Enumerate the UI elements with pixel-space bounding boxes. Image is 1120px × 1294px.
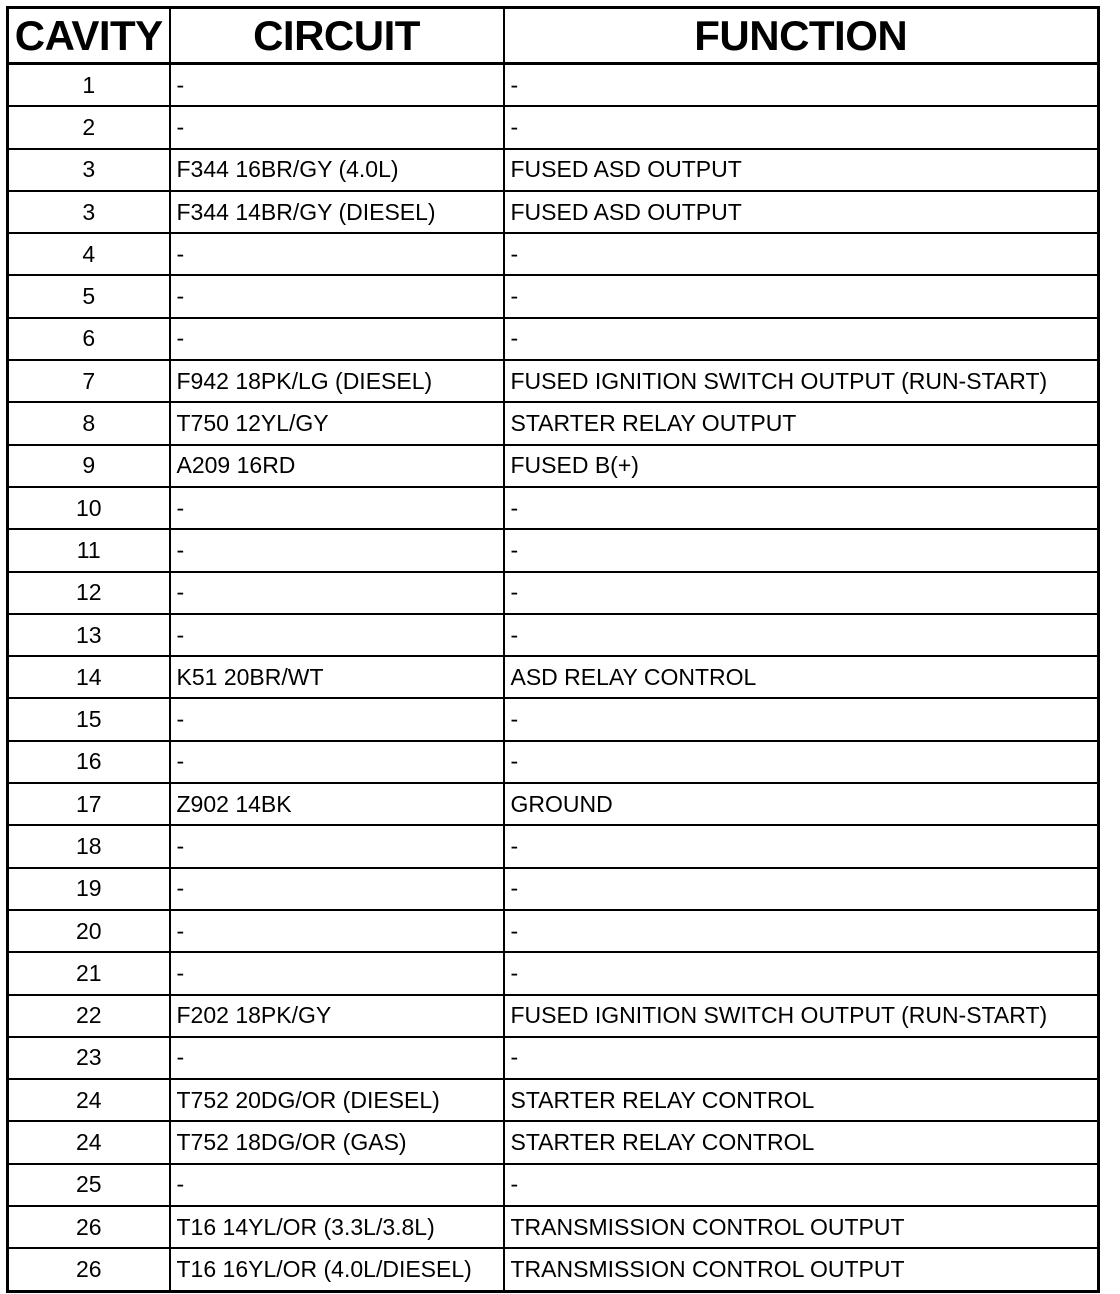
function-cell: FUSED ASD OUTPUT <box>504 191 1099 233</box>
circuit-cell: - <box>170 529 504 571</box>
table-row <box>8 64 1099 107</box>
cavity-cell: 15 <box>8 698 170 740</box>
cavity-cell: 16 <box>8 741 170 783</box>
function-cell: - <box>504 64 1099 107</box>
cavity-cell: 19 <box>8 868 170 910</box>
function-cell: - <box>504 487 1099 529</box>
function-cell: - <box>504 910 1099 952</box>
circuit-cell: F344 14BR/GY (DIESEL) <box>170 191 504 233</box>
cavity-cell: 8 <box>8 402 170 444</box>
table-row <box>8 487 1099 529</box>
circuit-cell: - <box>170 233 504 275</box>
header-circuit: CIRCUIT <box>170 8 504 64</box>
circuit-cell: F344 16BR/GY (4.0L) <box>170 149 504 191</box>
function-cell: - <box>504 614 1099 656</box>
function-cell: ASD RELAY CONTROL <box>504 656 1099 698</box>
function-cell: - <box>504 572 1099 614</box>
table-row <box>8 233 1099 275</box>
circuit-cell: F942 18PK/LG (DIESEL) <box>170 360 504 402</box>
function-cell: - <box>504 741 1099 783</box>
cavity-cell: 13 <box>8 614 170 656</box>
function-cell: FUSED ASD OUTPUT <box>504 149 1099 191</box>
function-cell: - <box>504 698 1099 740</box>
cavity-cell: 18 <box>8 825 170 867</box>
table-header-row <box>8 8 1099 64</box>
table-row <box>8 106 1099 148</box>
cavity-cell: 7 <box>8 360 170 402</box>
table-row <box>8 1248 1099 1291</box>
table-row <box>8 995 1099 1037</box>
cavity-cell: 9 <box>8 445 170 487</box>
function-cell: - <box>504 1037 1099 1079</box>
cavity-cell: 25 <box>8 1164 170 1206</box>
function-cell: - <box>504 529 1099 571</box>
function-cell: FUSED IGNITION SWITCH OUTPUT (RUN-START) <box>504 995 1099 1037</box>
function-cell: - <box>504 825 1099 867</box>
circuit-cell: T16 14YL/OR (3.3L/3.8L) <box>170 1206 504 1248</box>
table-row <box>8 275 1099 317</box>
cavity-cell: 2 <box>8 106 170 148</box>
table-row <box>8 910 1099 952</box>
table-row <box>8 614 1099 656</box>
circuit-cell: - <box>170 1037 504 1079</box>
circuit-cell: - <box>170 275 504 317</box>
circuit-cell: K51 20BR/WT <box>170 656 504 698</box>
cavity-cell: 3 <box>8 149 170 191</box>
function-cell: TRANSMISSION CONTROL OUTPUT <box>504 1248 1099 1291</box>
cavity-cell: 1 <box>8 64 170 107</box>
cavity-cell: 23 <box>8 1037 170 1079</box>
cavity-cell: 10 <box>8 487 170 529</box>
function-cell: STARTER RELAY OUTPUT <box>504 402 1099 444</box>
cavity-cell: 22 <box>8 995 170 1037</box>
cavity-cell: 11 <box>8 529 170 571</box>
function-cell: - <box>504 868 1099 910</box>
circuit-cell: - <box>170 614 504 656</box>
function-cell: - <box>504 952 1099 994</box>
circuit-cell: T16 16YL/OR (4.0L/DIESEL) <box>170 1248 504 1291</box>
header-cavity: CAVITY <box>8 8 170 64</box>
function-cell: STARTER RELAY CONTROL <box>504 1121 1099 1163</box>
circuit-cell: A209 16RD <box>170 445 504 487</box>
function-cell: FUSED IGNITION SWITCH OUTPUT (RUN-START) <box>504 360 1099 402</box>
table-row <box>8 1164 1099 1206</box>
table-row <box>8 149 1099 191</box>
table-row <box>8 572 1099 614</box>
table-row <box>8 1037 1099 1079</box>
circuit-cell: - <box>170 741 504 783</box>
circuit-cell: F202 18PK/GY <box>170 995 504 1037</box>
table-row <box>8 1079 1099 1121</box>
function-cell: TRANSMISSION CONTROL OUTPUT <box>504 1206 1099 1248</box>
table-row <box>8 741 1099 783</box>
function-cell: - <box>504 275 1099 317</box>
table-row <box>8 529 1099 571</box>
cavity-cell: 14 <box>8 656 170 698</box>
table-row <box>8 1206 1099 1248</box>
circuit-cell: - <box>170 910 504 952</box>
circuit-cell: - <box>170 487 504 529</box>
header-function: FUNCTION <box>504 8 1099 64</box>
cavity-cell: 21 <box>8 952 170 994</box>
cavity-cell: 4 <box>8 233 170 275</box>
cavity-cell: 12 <box>8 572 170 614</box>
function-cell: FUSED B(+) <box>504 445 1099 487</box>
table-row <box>8 783 1099 825</box>
function-cell: STARTER RELAY CONTROL <box>504 1079 1099 1121</box>
circuit-cell: T752 20DG/OR (DIESEL) <box>170 1079 504 1121</box>
cavity-cell: 6 <box>8 318 170 360</box>
circuit-cell: - <box>170 868 504 910</box>
cavity-cell: 17 <box>8 783 170 825</box>
function-cell: - <box>504 318 1099 360</box>
circuit-cell: - <box>170 698 504 740</box>
table-row <box>8 656 1099 698</box>
cavity-cell: 26 <box>8 1206 170 1248</box>
circuit-cell: - <box>170 572 504 614</box>
circuit-cell: T750 12YL/GY <box>170 402 504 444</box>
circuit-cell: - <box>170 318 504 360</box>
cavity-cell: 20 <box>8 910 170 952</box>
table-row <box>8 825 1099 867</box>
connector-pinout-table <box>6 6 1100 1293</box>
cavity-cell: 26 <box>8 1248 170 1291</box>
table-row <box>8 698 1099 740</box>
function-cell: - <box>504 233 1099 275</box>
table-row <box>8 318 1099 360</box>
cavity-cell: 24 <box>8 1079 170 1121</box>
circuit-cell: - <box>170 1164 504 1206</box>
cavity-cell: 3 <box>8 191 170 233</box>
table-row <box>8 191 1099 233</box>
function-cell: GROUND <box>504 783 1099 825</box>
cavity-cell: 5 <box>8 275 170 317</box>
table-row <box>8 402 1099 444</box>
function-cell: - <box>504 1164 1099 1206</box>
table-row <box>8 1121 1099 1163</box>
circuit-cell: T752 18DG/OR (GAS) <box>170 1121 504 1163</box>
table-row <box>8 360 1099 402</box>
cavity-cell: 24 <box>8 1121 170 1163</box>
circuit-cell: - <box>170 106 504 148</box>
circuit-cell: - <box>170 64 504 107</box>
table-body <box>8 64 1099 1292</box>
circuit-cell: - <box>170 952 504 994</box>
table-row <box>8 445 1099 487</box>
table-row <box>8 952 1099 994</box>
circuit-cell: - <box>170 825 504 867</box>
table-row <box>8 868 1099 910</box>
function-cell: - <box>504 106 1099 148</box>
circuit-cell: Z902 14BK <box>170 783 504 825</box>
